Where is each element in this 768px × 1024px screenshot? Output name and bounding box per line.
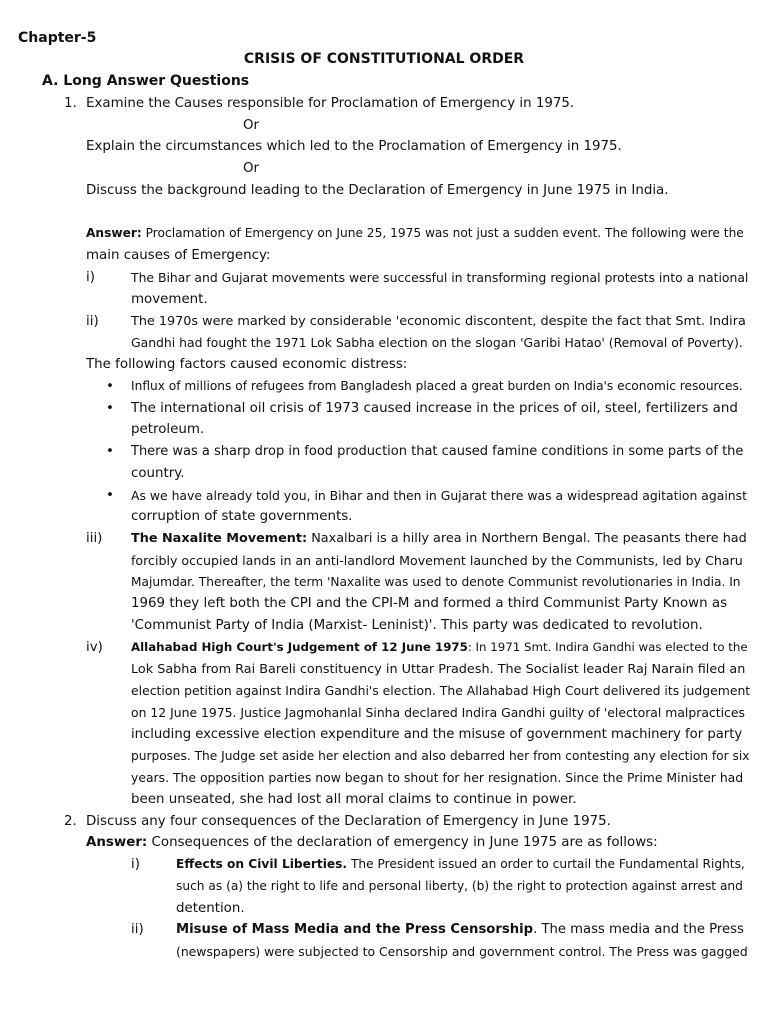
answer-text: main causes of Emergency: [86, 248, 271, 263]
bullet-icon: • [106, 379, 114, 394]
list-item-text: election petition against Indira Gandhi's election. The Allahabad High Court delivered its judgement [131, 683, 751, 698]
list-item-heading: Effects on Civil Liberties. [176, 857, 348, 871]
bullet-text: corruption of state governments. [131, 509, 353, 524]
chapter-label: Chapter-5 [18, 30, 97, 46]
question-number: 2. [64, 814, 77, 829]
list-marker: i) [131, 857, 140, 872]
bullet-text: country. [131, 466, 185, 481]
section-heading: A. Long Answer Questions [42, 73, 250, 89]
list-marker: ii) [131, 922, 144, 937]
list-item-heading: Misuse of Mass Media and the Press Censorship [176, 922, 534, 937]
list-marker: iv) [86, 640, 103, 655]
bullet-text: petroleum. [131, 422, 205, 437]
list-item-text [176, 855, 745, 874]
list-item-text: Lok Sabha from Rai Bareli constituency in Uttar Pradesh. The Socialist leader Raj Narain filed an [131, 662, 746, 677]
answer-text: Consequences of the declaration of emergency in June 1975 are as follows: [147, 835, 658, 850]
question-text: Explain the circumstances which led to the Proclamation of Emergency in 1975. [86, 139, 622, 154]
question-text: Examine the Causes responsible for Proclamation of Emergency in 1975. [86, 96, 575, 111]
list-item-body: : In 1971 Smt. Indira Gandhi was elected to the [467, 640, 748, 654]
bullet-text: Influx of millions of refugees from Bangladesh placed a great burden on India's economic resources. [131, 379, 743, 393]
bullet-icon: • [106, 401, 114, 416]
page-title: CRISIS OF CONSTITUTIONAL ORDER [243, 51, 525, 67]
list-item-text: (newspapers) were subjected to Censorship and government control. The Press was gagged [176, 944, 748, 959]
bullet-icon: • [106, 444, 114, 459]
list-item-text: including excessive election expenditure and the misuse of government machinery for party [131, 727, 743, 742]
list-item-text: Majumdar. Thereafter, the term 'Naxalite was used to denote Communist revolutionaries in India. In [131, 575, 741, 589]
list-item-text: on 12 June 1975. Justice Jagmohanlal Sinha declared Indira Gandhi guilty of 'electoral malpractices [131, 705, 745, 720]
list-item-text: 'Communist Party of India (Marxist- Leninist)'. This party was dedicated to revolution. [131, 618, 703, 633]
factors-intro: The following factors caused economic distress: [86, 357, 408, 372]
list-item-text: The Bihar and Gujarat movements were successful in transforming regional protests into a national [131, 270, 749, 285]
list-item-text [176, 920, 744, 939]
answer-label: Answer: [86, 226, 142, 240]
list-item-text [131, 638, 748, 657]
list-item-heading: The Naxalite Movement: [131, 531, 308, 546]
list-item-text: The 1970s were marked by considerable 'economic discontent, despite the fact that Smt. Indira [131, 314, 746, 329]
or-separator: Or [243, 118, 260, 133]
list-item-body: . The mass media and the Press [533, 922, 744, 937]
list-item-text: Gandhi had fought the 1971 Lok Sabha election on the slogan 'Garibi Hatao' (Removal of Poverty). [131, 335, 743, 350]
answer-paragraph [86, 833, 658, 852]
question-text: Discuss any four consequences of the Declaration of Emergency in June 1975. [86, 814, 611, 829]
bullet-icon: • [106, 488, 114, 503]
list-item-text: detention. [176, 901, 245, 916]
answer-label: Answer: [86, 835, 148, 850]
list-marker: iii) [86, 531, 103, 546]
list-item-text: 1969 they left both the CPI and the CPI-M and formed a third Communist Party Known as [131, 596, 728, 611]
list-item-text: such as (a) the right to life and personal liberty, (b) the right to protection against arrest and [176, 879, 743, 893]
list-item-body: Naxalbari is a hilly area in Northern Bengal. The peasants there had [307, 531, 747, 546]
list-marker: ii) [86, 314, 99, 329]
bullet-text: As we have already told you, in Bihar and then in Gujarat there was a widespread agitation against [131, 488, 747, 503]
list-item-text [131, 529, 747, 548]
list-item-text: purposes. The Judge set aside her election and also debarred her from contesting any election for six [131, 749, 750, 763]
list-item-heading: Allahabad High Court's Judgement of 12 June 1975 [131, 640, 468, 654]
list-item-text: been unseated, she had lost all moral claims to continue in power. [131, 792, 577, 807]
bullet-text: There was a sharp drop in food production that caused famine conditions in some parts of the [131, 444, 744, 459]
list-item-text: years. The opposition parties now began to shout for her resignation. Since the Prime Minister had [131, 770, 744, 785]
list-marker: i) [86, 270, 95, 285]
answer-text: Proclamation of Emergency on June 25, 1975 was not just a sudden event. The following were the [145, 226, 744, 240]
or-separator: Or [243, 161, 260, 176]
list-item-body: The President issued an order to curtail the Fundamental Rights, [347, 857, 745, 871]
question-number: 1. [64, 96, 77, 111]
answer-paragraph [86, 224, 744, 243]
list-item-text: forcibly occupied lands in an anti-landlord Movement launched by the Communists, led by Charu [131, 553, 743, 568]
list-item-text: movement. [131, 292, 208, 307]
bullet-text: The international oil crisis of 1973 caused increase in the prices of oil, steel, fertilizers and [131, 401, 738, 416]
question-text: Discuss the background leading to the Declaration of Emergency in June 1975 in India. [86, 183, 669, 198]
